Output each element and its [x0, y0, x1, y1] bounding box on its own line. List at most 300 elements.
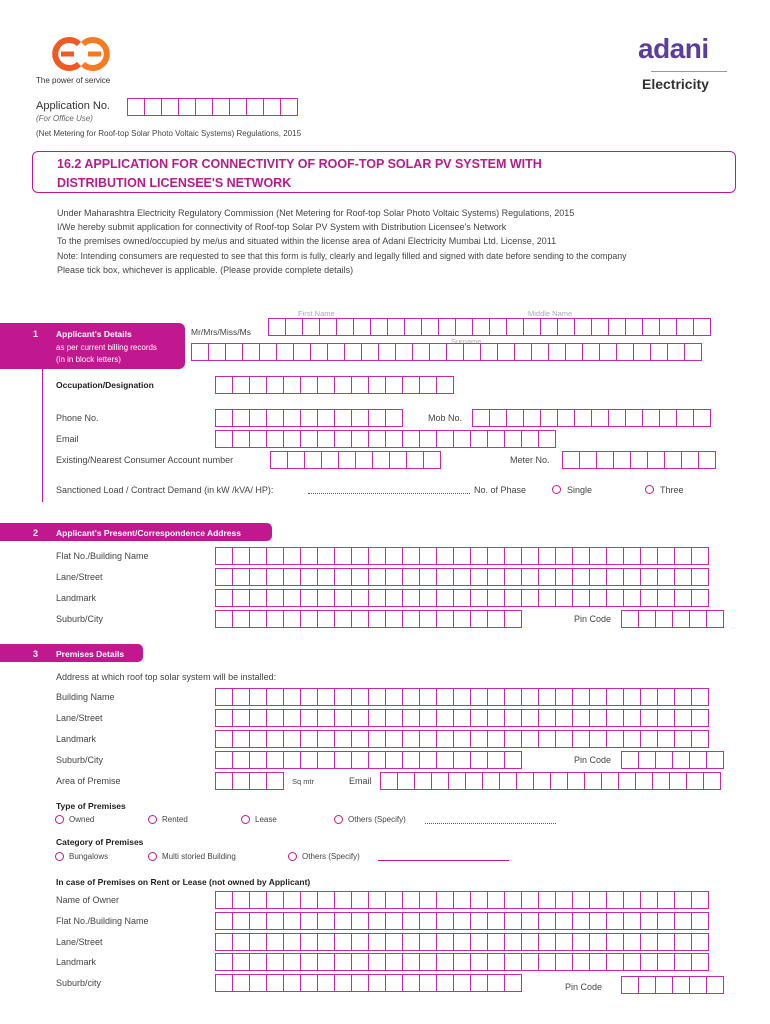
input-box[interactable]	[215, 709, 233, 727]
input-box[interactable]	[266, 610, 284, 628]
input-box[interactable]	[191, 343, 209, 361]
input-box[interactable]	[693, 409, 711, 427]
input-box[interactable]	[334, 912, 352, 930]
input-box[interactable]	[419, 912, 437, 930]
input-box[interactable]	[657, 547, 675, 565]
input-box[interactable]	[521, 912, 539, 930]
input-box[interactable]	[317, 610, 335, 628]
input-box[interactable]	[455, 318, 473, 336]
input-box[interactable]	[368, 953, 386, 971]
input-box[interactable]	[283, 409, 301, 427]
owner-pin-boxes[interactable]	[621, 976, 723, 994]
input-box[interactable]	[232, 751, 250, 769]
input-box[interactable]	[504, 610, 522, 628]
input-box[interactable]	[640, 933, 658, 951]
input-box[interactable]	[378, 343, 396, 361]
input-box[interactable]	[470, 568, 488, 586]
input-box[interactable]	[370, 318, 388, 336]
input-box[interactable]	[351, 709, 369, 727]
input-box[interactable]	[283, 974, 301, 992]
input-box[interactable]	[283, 709, 301, 727]
input-box[interactable]	[533, 772, 551, 790]
input-box[interactable]	[419, 730, 437, 748]
input-box[interactable]	[487, 688, 505, 706]
input-box[interactable]	[706, 751, 724, 769]
input-box[interactable]	[419, 589, 437, 607]
area-boxes[interactable]	[215, 772, 283, 790]
input-box[interactable]	[640, 547, 658, 565]
input-box[interactable]	[438, 318, 456, 336]
input-box[interactable]	[215, 589, 233, 607]
input-box[interactable]	[419, 709, 437, 727]
input-box[interactable]	[334, 953, 352, 971]
owner-flat-boxes[interactable]	[215, 912, 708, 930]
input-box[interactable]	[215, 772, 233, 790]
input-box[interactable]	[402, 933, 420, 951]
input-box[interactable]	[385, 974, 403, 992]
input-box[interactable]	[487, 568, 505, 586]
input-box[interactable]	[572, 953, 590, 971]
owner-landmark-boxes[interactable]	[215, 953, 708, 971]
input-box[interactable]	[657, 912, 675, 930]
input-box[interactable]	[300, 589, 318, 607]
input-box[interactable]	[215, 974, 233, 992]
input-box[interactable]	[453, 709, 471, 727]
surname-boxes[interactable]	[191, 343, 701, 361]
input-box[interactable]	[623, 891, 641, 909]
input-box[interactable]	[249, 568, 267, 586]
input-box[interactable]	[419, 376, 437, 394]
input-box[interactable]	[423, 451, 441, 469]
input-box[interactable]	[436, 933, 454, 951]
input-box[interactable]	[523, 409, 541, 427]
input-box[interactable]	[667, 343, 685, 361]
input-box[interactable]	[608, 318, 626, 336]
input-box[interactable]	[402, 974, 420, 992]
input-box[interactable]	[334, 409, 352, 427]
input-box[interactable]	[263, 98, 281, 116]
input-box[interactable]	[572, 730, 590, 748]
input-box[interactable]	[504, 730, 522, 748]
input-box[interactable]	[657, 589, 675, 607]
input-box[interactable]	[470, 730, 488, 748]
suburb-boxes[interactable]	[215, 610, 521, 628]
input-box[interactable]	[266, 891, 284, 909]
input-box[interactable]	[691, 933, 709, 951]
input-box[interactable]	[317, 912, 335, 930]
input-box[interactable]	[606, 589, 624, 607]
input-box[interactable]	[640, 730, 658, 748]
input-box[interactable]	[504, 709, 522, 727]
input-box[interactable]	[589, 730, 607, 748]
input-box[interactable]	[351, 974, 369, 992]
input-box[interactable]	[579, 451, 597, 469]
input-box[interactable]	[655, 976, 673, 994]
input-box[interactable]	[555, 730, 573, 748]
input-box[interactable]	[249, 730, 267, 748]
input-box[interactable]	[557, 318, 575, 336]
input-box[interactable]	[538, 589, 556, 607]
input-box[interactable]	[266, 568, 284, 586]
input-box[interactable]	[249, 953, 267, 971]
input-box[interactable]	[266, 730, 284, 748]
input-box[interactable]	[232, 547, 250, 565]
input-box[interactable]	[300, 751, 318, 769]
input-box[interactable]	[672, 610, 690, 628]
input-box[interactable]	[550, 772, 568, 790]
input-box[interactable]	[368, 430, 386, 448]
input-box[interactable]	[640, 953, 658, 971]
input-box[interactable]	[633, 343, 651, 361]
input-box[interactable]	[630, 451, 648, 469]
input-box[interactable]	[419, 751, 437, 769]
input-box[interactable]	[589, 912, 607, 930]
input-box[interactable]	[657, 730, 675, 748]
input-box[interactable]	[249, 933, 267, 951]
input-box[interactable]	[215, 610, 233, 628]
input-box[interactable]	[319, 318, 337, 336]
input-box[interactable]	[372, 451, 390, 469]
input-box[interactable]	[470, 589, 488, 607]
input-box[interactable]	[674, 933, 692, 951]
input-box[interactable]	[283, 933, 301, 951]
input-box[interactable]	[208, 343, 226, 361]
input-box[interactable]	[127, 98, 145, 116]
input-box[interactable]	[215, 912, 233, 930]
input-box[interactable]	[659, 318, 677, 336]
input-box[interactable]	[589, 547, 607, 565]
input-box[interactable]	[232, 430, 250, 448]
input-box[interactable]	[368, 974, 386, 992]
input-box[interactable]	[283, 376, 301, 394]
input-box[interactable]	[178, 98, 196, 116]
input-box[interactable]	[647, 451, 665, 469]
input-box[interactable]	[584, 772, 602, 790]
input-box[interactable]	[385, 376, 403, 394]
input-box[interactable]	[266, 772, 284, 790]
input-box[interactable]	[538, 568, 556, 586]
input-box[interactable]	[691, 730, 709, 748]
input-box[interactable]	[225, 343, 243, 361]
input-box[interactable]	[572, 589, 590, 607]
input-box[interactable]	[249, 376, 267, 394]
input-box[interactable]	[472, 409, 490, 427]
input-box[interactable]	[591, 318, 609, 336]
input-box[interactable]	[618, 772, 636, 790]
input-box[interactable]	[304, 451, 322, 469]
input-box[interactable]	[521, 688, 539, 706]
input-box[interactable]	[555, 709, 573, 727]
input-box[interactable]	[565, 343, 583, 361]
input-box[interactable]	[334, 688, 352, 706]
input-box[interactable]	[655, 610, 673, 628]
rented-radio[interactable]	[148, 815, 157, 824]
input-box[interactable]	[249, 891, 267, 909]
input-box[interactable]	[589, 891, 607, 909]
input-box[interactable]	[300, 912, 318, 930]
input-box[interactable]	[368, 568, 386, 586]
mob-boxes[interactable]	[472, 409, 710, 427]
input-box[interactable]	[504, 933, 522, 951]
input-box[interactable]	[270, 451, 288, 469]
input-box[interactable]	[706, 610, 724, 628]
input-box[interactable]	[691, 589, 709, 607]
input-box[interactable]	[419, 974, 437, 992]
input-box[interactable]	[638, 610, 656, 628]
input-box[interactable]	[249, 547, 267, 565]
input-box[interactable]	[283, 610, 301, 628]
input-box[interactable]	[638, 751, 656, 769]
input-box[interactable]	[249, 772, 267, 790]
input-box[interactable]	[215, 568, 233, 586]
input-box[interactable]	[453, 547, 471, 565]
input-box[interactable]	[540, 318, 558, 336]
input-box[interactable]	[419, 688, 437, 706]
input-box[interactable]	[606, 688, 624, 706]
input-box[interactable]	[283, 891, 301, 909]
input-box[interactable]	[368, 547, 386, 565]
input-box[interactable]	[404, 318, 422, 336]
input-box[interactable]	[351, 730, 369, 748]
email-boxes[interactable]	[380, 772, 720, 790]
input-box[interactable]	[596, 451, 614, 469]
input-box[interactable]	[487, 891, 505, 909]
input-box[interactable]	[436, 688, 454, 706]
input-box[interactable]	[317, 547, 335, 565]
input-box[interactable]	[232, 891, 250, 909]
input-box[interactable]	[453, 953, 471, 971]
input-box[interactable]	[674, 589, 692, 607]
input-box[interactable]	[266, 974, 284, 992]
lease-radio[interactable]	[241, 815, 250, 824]
input-box[interactable]	[300, 568, 318, 586]
input-box[interactable]	[283, 730, 301, 748]
input-box[interactable]	[674, 953, 692, 971]
input-box[interactable]	[387, 318, 405, 336]
input-box[interactable]	[436, 751, 454, 769]
input-box[interactable]	[572, 912, 590, 930]
input-box[interactable]	[397, 772, 415, 790]
input-box[interactable]	[572, 688, 590, 706]
input-box[interactable]	[351, 953, 369, 971]
input-box[interactable]	[287, 451, 305, 469]
input-box[interactable]	[674, 568, 692, 586]
input-box[interactable]	[212, 98, 230, 116]
input-box[interactable]	[659, 409, 677, 427]
input-box[interactable]	[402, 610, 420, 628]
input-box[interactable]	[589, 709, 607, 727]
input-box[interactable]	[640, 709, 658, 727]
input-box[interactable]	[334, 751, 352, 769]
input-box[interactable]	[606, 933, 624, 951]
input-box[interactable]	[361, 343, 379, 361]
input-box[interactable]	[487, 589, 505, 607]
input-box[interactable]	[674, 912, 692, 930]
input-box[interactable]	[642, 409, 660, 427]
input-box[interactable]	[453, 912, 471, 930]
input-box[interactable]	[232, 933, 250, 951]
input-box[interactable]	[368, 409, 386, 427]
input-box[interactable]	[567, 772, 585, 790]
input-box[interactable]	[470, 953, 488, 971]
input-box[interactable]	[385, 912, 403, 930]
input-box[interactable]	[514, 343, 532, 361]
input-box[interactable]	[385, 610, 403, 628]
input-box[interactable]	[431, 772, 449, 790]
input-box[interactable]	[606, 568, 624, 586]
input-box[interactable]	[300, 430, 318, 448]
input-box[interactable]	[249, 589, 267, 607]
input-box[interactable]	[623, 589, 641, 607]
input-box[interactable]	[640, 568, 658, 586]
input-box[interactable]	[470, 933, 488, 951]
input-box[interactable]	[266, 933, 284, 951]
input-box[interactable]	[249, 751, 267, 769]
input-box[interactable]	[691, 953, 709, 971]
input-box[interactable]	[453, 891, 471, 909]
input-box[interactable]	[470, 430, 488, 448]
input-box[interactable]	[487, 953, 505, 971]
input-box[interactable]	[300, 610, 318, 628]
input-box[interactable]	[480, 343, 498, 361]
input-box[interactable]	[470, 688, 488, 706]
input-box[interactable]	[285, 318, 303, 336]
input-box[interactable]	[249, 409, 267, 427]
input-box[interactable]	[317, 376, 335, 394]
input-box[interactable]	[589, 568, 607, 586]
input-box[interactable]	[538, 912, 556, 930]
input-box[interactable]	[436, 376, 454, 394]
input-box[interactable]	[601, 772, 619, 790]
input-box[interactable]	[672, 751, 690, 769]
lane-boxes[interactable]	[215, 709, 708, 727]
input-box[interactable]	[419, 610, 437, 628]
input-box[interactable]	[317, 974, 335, 992]
input-box[interactable]	[538, 688, 556, 706]
input-box[interactable]	[402, 709, 420, 727]
input-box[interactable]	[436, 547, 454, 565]
input-box[interactable]	[249, 974, 267, 992]
input-box[interactable]	[385, 751, 403, 769]
input-box[interactable]	[232, 688, 250, 706]
input-box[interactable]	[606, 709, 624, 727]
input-box[interactable]	[691, 688, 709, 706]
input-box[interactable]	[655, 751, 673, 769]
input-box[interactable]	[368, 891, 386, 909]
input-box[interactable]	[395, 343, 413, 361]
input-box[interactable]	[623, 709, 641, 727]
input-box[interactable]	[589, 953, 607, 971]
input-box[interactable]	[657, 568, 675, 586]
input-box[interactable]	[555, 891, 573, 909]
input-box[interactable]	[419, 933, 437, 951]
input-box[interactable]	[283, 953, 301, 971]
input-box[interactable]	[691, 568, 709, 586]
building-boxes[interactable]	[215, 688, 708, 706]
input-box[interactable]	[516, 772, 534, 790]
input-box[interactable]	[538, 709, 556, 727]
input-box[interactable]	[283, 912, 301, 930]
input-box[interactable]	[521, 730, 539, 748]
input-box[interactable]	[300, 547, 318, 565]
input-box[interactable]	[487, 933, 505, 951]
input-box[interactable]	[351, 891, 369, 909]
input-box[interactable]	[623, 547, 641, 565]
input-box[interactable]	[555, 589, 573, 607]
input-box[interactable]	[368, 709, 386, 727]
input-box[interactable]	[215, 730, 233, 748]
input-box[interactable]	[599, 343, 617, 361]
input-box[interactable]	[616, 343, 634, 361]
input-box[interactable]	[640, 912, 658, 930]
input-box[interactable]	[572, 568, 590, 586]
input-box[interactable]	[689, 751, 707, 769]
input-box[interactable]	[589, 933, 607, 951]
owner-lane-boxes[interactable]	[215, 933, 708, 951]
input-box[interactable]	[300, 688, 318, 706]
input-box[interactable]	[334, 730, 352, 748]
input-box[interactable]	[436, 891, 454, 909]
input-box[interactable]	[334, 547, 352, 565]
input-box[interactable]	[625, 318, 643, 336]
input-box[interactable]	[334, 376, 352, 394]
input-box[interactable]	[266, 953, 284, 971]
input-box[interactable]	[504, 688, 522, 706]
input-box[interactable]	[555, 953, 573, 971]
input-box[interactable]	[572, 547, 590, 565]
input-box[interactable]	[402, 589, 420, 607]
input-box[interactable]	[249, 430, 267, 448]
phone-boxes[interactable]	[215, 409, 402, 427]
input-box[interactable]	[684, 343, 702, 361]
input-box[interactable]	[613, 451, 631, 469]
input-box[interactable]	[215, 751, 233, 769]
input-box[interactable]	[657, 688, 675, 706]
input-box[interactable]	[623, 568, 641, 586]
input-box[interactable]	[334, 933, 352, 951]
input-box[interactable]	[321, 451, 339, 469]
input-box[interactable]	[572, 933, 590, 951]
input-box[interactable]	[531, 343, 549, 361]
input-box[interactable]	[215, 688, 233, 706]
others-specify-field[interactable]	[425, 823, 556, 824]
input-box[interactable]	[506, 318, 524, 336]
input-box[interactable]	[317, 751, 335, 769]
input-box[interactable]	[538, 430, 556, 448]
input-box[interactable]	[351, 933, 369, 951]
input-box[interactable]	[317, 933, 335, 951]
input-box[interactable]	[385, 709, 403, 727]
input-box[interactable]	[266, 688, 284, 706]
input-box[interactable]	[402, 376, 420, 394]
input-box[interactable]	[557, 409, 575, 427]
input-box[interactable]	[562, 451, 580, 469]
single-phase-radio[interactable]	[552, 485, 561, 494]
input-box[interactable]	[499, 772, 517, 790]
input-box[interactable]	[385, 933, 403, 951]
input-box[interactable]	[246, 98, 264, 116]
input-box[interactable]	[497, 343, 515, 361]
input-box[interactable]	[232, 610, 250, 628]
input-box[interactable]	[436, 430, 454, 448]
input-box[interactable]	[453, 974, 471, 992]
input-box[interactable]	[406, 451, 424, 469]
input-box[interactable]	[521, 547, 539, 565]
owned-radio[interactable]	[55, 815, 64, 824]
input-box[interactable]	[249, 709, 267, 727]
input-box[interactable]	[334, 974, 352, 992]
input-box[interactable]	[232, 589, 250, 607]
